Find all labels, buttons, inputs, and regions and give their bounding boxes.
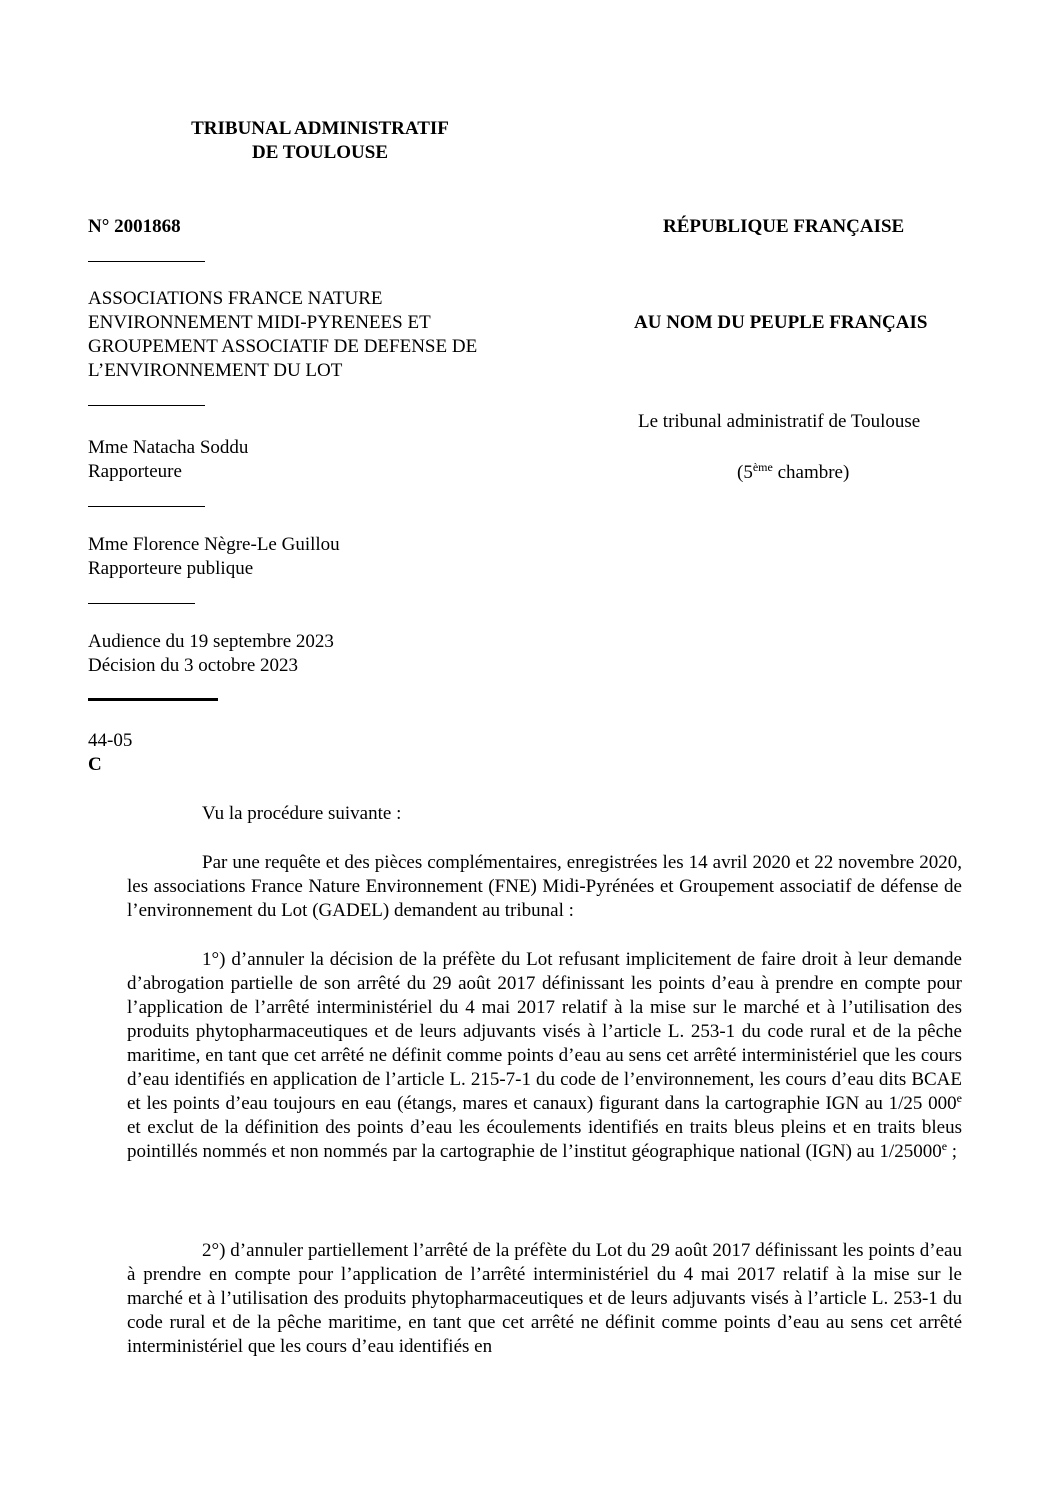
separator-rule-thick [88, 698, 218, 701]
body-paragraph [127, 948, 962, 1164]
rapporteure-role: Rapporteure [88, 461, 182, 482]
rapporteure-publique-role: Rapporteure publique [88, 558, 254, 579]
classification-code: 44-05 [88, 730, 133, 751]
separator-rule [88, 261, 205, 262]
dates-block [88, 630, 334, 678]
parties-line: ENVIRONNEMENT MIDI-PYRENEES ET [88, 312, 431, 333]
chamber-open: (5 [737, 462, 753, 483]
republic-heading: RÉPUBLIQUE FRANÇAISE [663, 216, 905, 237]
paragraph-text-part: 1°) d’annuler la décision de la préfète du Lot refusant implicitement de faire droit à leur demande d’abrogation partielle de son arrêté du 29 août 2017 définissant les points d’eau à prendre en compte pour l’application de l’arrêté interministériel du 4 mai 2017 relatif à la mise sur le marché et à l’utilisation des produits phytopharmaceutiques et de leurs adjuvants visés à l’article L. 253-1 du code rural et de la pêche maritime, en tant que cet arrêté ne définit comme points d’eau au sens cet arrêté interministériel que les cours d’eau identifiés en application de l’article L. 215-7-1 du code de l’environnement, les cours d’eau dits BCAE et les points d’eau toujours en eau (étangs, mares et canaux) figurant dans la cartographie IGN au 1/25 000 [127, 949, 962, 1114]
paragraph-text [127, 948, 962, 1164]
separator-rule [88, 405, 205, 406]
court-name-line1: TRIBUNAL ADMINISTRATIF [191, 118, 449, 139]
paragraph-text: 2°) d’annuler partiellement l’arrêté de la préfète du Lot du 29 août 2017 définissant les points d’eau à prendre en compte pour l’application de l’arrêté interministériel du 4 mai 2017 relatif à la mise sur le marché et à l’utilisation des produits phytopharmaceutiques et de leurs adjuvants visés à l’article L. 253-1 du code rural et de la pêche maritime, en tant que cet arrêté ne définit comme points d’eau au sens cet arrêté interministériel que les cours d’eau identifiés en [127, 1240, 962, 1357]
chamber-sup: ème [752, 460, 773, 474]
au-nom-heading: AU NOM DU PEUPLE FRANÇAIS [634, 312, 928, 333]
separator-rule [88, 506, 205, 507]
court-name-line2: DE TOULOUSE [251, 142, 389, 163]
court-heading [150, 117, 490, 165]
paragraph-text-part: ; [947, 1141, 958, 1162]
parties-block [88, 287, 477, 383]
parties-line: GROUPEMENT ASSOCIATIF DE DEFENSE DE [88, 336, 478, 357]
tribunal-name: Le tribunal administratif de Toulouse [638, 411, 921, 432]
parties-line: L’ENVIRONNEMENT DU LOT [88, 360, 343, 381]
chamber-rest: chambre) [772, 462, 850, 483]
body-paragraph [127, 851, 962, 923]
audience-date: Audience du 19 septembre 2023 [88, 631, 334, 652]
paragraph-text: Par une requête et des pièces complémentaires, enregistrées les 14 avril 2020 et 22 novembre 2020, les associations France Nature Environnement (FNE) Midi-Pyrénées et Groupement associatif de défense de l’environnement du Lot (GADEL) demandent au tribunal : [127, 852, 962, 921]
parties-line: ASSOCIATIONS FRANCE NATURE [88, 288, 383, 309]
superscript: e [956, 1091, 962, 1105]
rapporteure-publique-block [88, 533, 340, 581]
rapporteure-publique-name: Mme Florence Nègre-Le Guillou [88, 534, 340, 555]
superscript: e [941, 1139, 948, 1153]
case-number: N° 2001868 [88, 216, 181, 237]
rapporteure-block [88, 436, 248, 484]
decision-date: Décision du 3 octobre 2023 [88, 655, 299, 676]
chamber [737, 461, 849, 485]
rapporteure-name: Mme Natacha Soddu [88, 437, 249, 458]
vu-heading: Vu la procédure suivante : [202, 803, 402, 824]
separator-rule [88, 603, 195, 604]
body-paragraph [127, 1239, 962, 1359]
paragraph-text-part: et exclut de la définition des points d’eau les écoulements identifiés en traits bleus pleins et en traits bleus pointillés nommés et non nommés par la cartographie de l’institut géographique national (IGN) au 1/25000 [127, 1117, 962, 1162]
classification-letter: C [88, 754, 102, 775]
